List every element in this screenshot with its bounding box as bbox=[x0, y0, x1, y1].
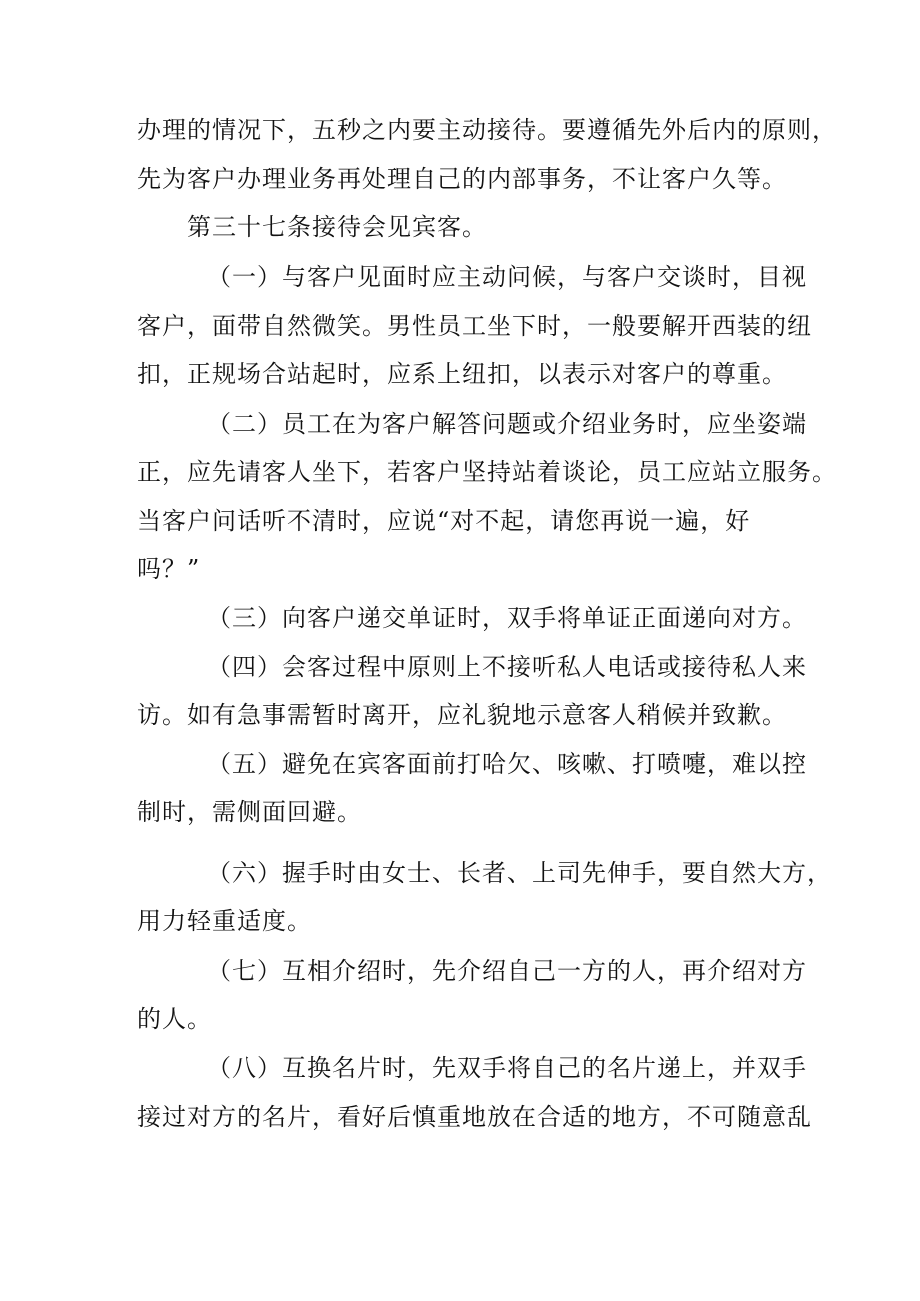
text-line: 客户，面带自然微笑。男性员工坐下时，一般要解开西装的纽 bbox=[137, 312, 812, 340]
text-line: 办理的情况下，五秒之内要主动接待。要遵循先外后内的原则， bbox=[137, 116, 837, 144]
text-line: （六）握手时由女士、长者、上司先伸手，要自然大方， bbox=[207, 859, 832, 887]
text-line: 正，应先请客人坐下，若客户坚持站着谈论，员工应站立服务。 bbox=[137, 458, 837, 486]
text-line: 用力轻重适度。 bbox=[137, 907, 312, 935]
text-line: 制时，需侧面回避。 bbox=[137, 798, 362, 826]
text-line: 当客户问话听不清时，应说“对不起，请您再说一遍，好 bbox=[137, 507, 751, 535]
text-line: 的人。 bbox=[137, 1005, 212, 1033]
text-line: 扣，正规场合站起时，应系上纽扣，以表示对客户的尊重。 bbox=[137, 360, 787, 388]
article-heading: 第三十七条接待会见宾客。 bbox=[187, 213, 487, 241]
text-line: （四）会客过程中原则上不接听私人电话或接待私人来 bbox=[207, 653, 807, 681]
text-line: （三）向客户递交单证时，双手将单证正面递向对方。 bbox=[207, 604, 807, 632]
text-line: （七）互相介绍时，先介绍自己一方的人，再介绍对方 bbox=[207, 957, 807, 985]
text-line: 访。如有急事需暂时离开，应礼貌地示意客人稍候并致歉。 bbox=[137, 701, 787, 729]
text-line: （二）员工在为客户解答问题或介绍业务时，应坐姿端 bbox=[207, 410, 807, 438]
text-line: 吗？” bbox=[137, 555, 201, 583]
text-line: 接过对方的名片，看好后慎重地放在合适的地方，不可随意乱 bbox=[137, 1103, 812, 1131]
text-line: 先为客户办理业务再处理自己的内部事务，不让客户久等。 bbox=[137, 165, 787, 193]
text-line: （一）与客户见面时应主动问候，与客户交谈时，目视 bbox=[207, 263, 807, 291]
text-line: （八）互换名片时，先双手将自己的名片递上，并双手 bbox=[207, 1054, 807, 1082]
text-line: （五）避免在宾客面前打哈欠、咳嗽、打喷嚏，难以控 bbox=[207, 750, 807, 778]
